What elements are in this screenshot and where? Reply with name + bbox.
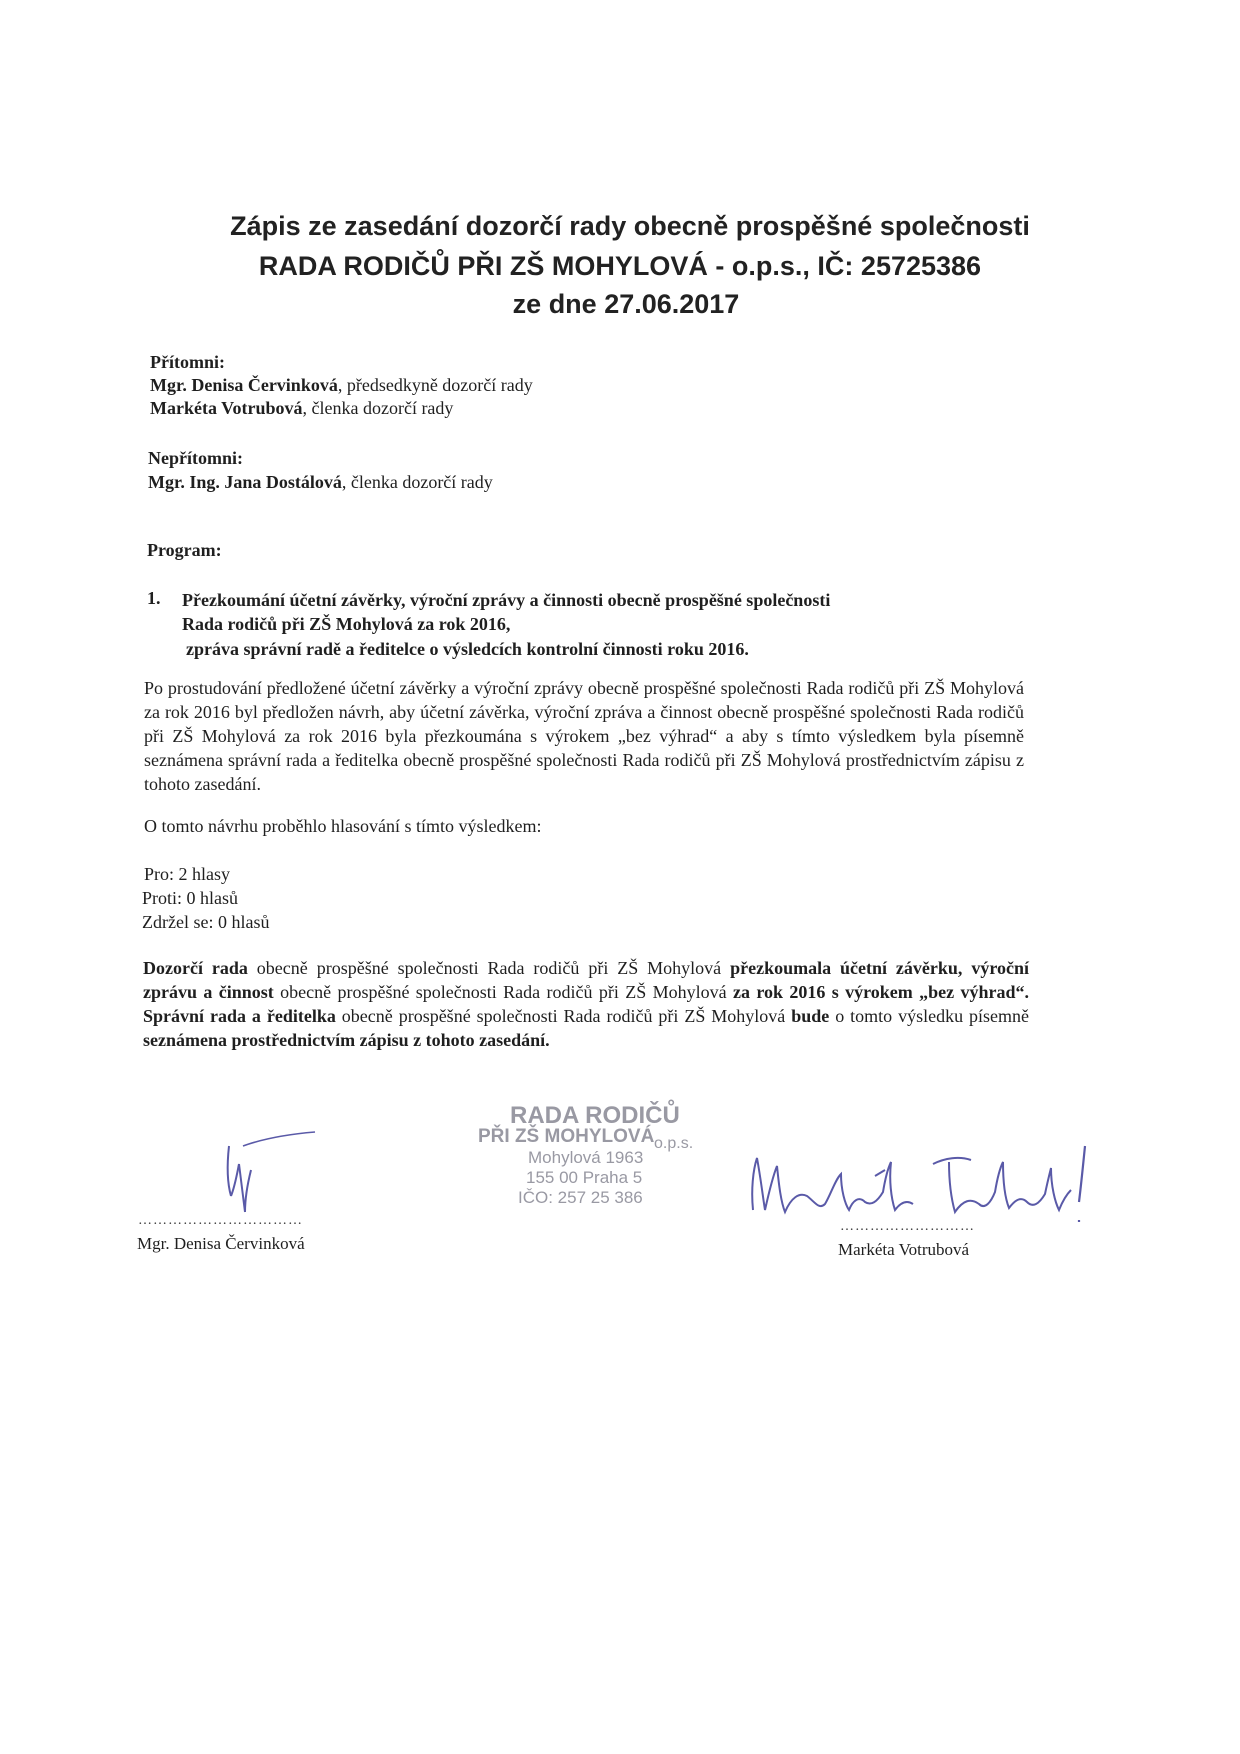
program-item-line: Rada rodičů při ZŠ Mohylová za rok 2016, [182, 614, 511, 634]
absent-label: Nepřítomni: [148, 448, 243, 468]
resolution-text: obecně prospěšné společnosti Rada rodičů při ZŠ Mohylová [247, 958, 731, 978]
vote-result: Zdržel se: 0 hlasů [142, 912, 270, 932]
resolution-text: obecně prospěšné společnosti Rada rodičů při ZŠ Mohylová [335, 1006, 792, 1026]
member-name: Mgr. Denisa Červinková [150, 375, 338, 395]
signature-line-right: ……………………… [840, 1219, 975, 1234]
resolution-text: bude [791, 1006, 830, 1026]
member-role: , členka dozorčí rady [302, 398, 454, 418]
resolution-text: přezkoumala účetní závěrku, výroční zprávu a činnost [143, 958, 1030, 1002]
proposal-paragraph: Po prostudování předložené účetní závěrky a výroční zprávy obecně prospěšné společnosti Rada rodičů při ZŠ Mohylová za rok 2016 byl předložen návrh, aby účetní závěrka, výroční zpráva a činnost obecně prospěšné společnosti Rada rodičů při ZŠ Mohylová za rok 2016 byla přezkoumána s výrokem „bez výhrad“ a aby s tímto výsledkem byla písemně seznámena správní rada a ředitelka obecně prospěšné společnosti Rada rodičů při ZŠ Mohylová prostřednictvím zápisu z tohoto zasedání. [144, 678, 1024, 794]
member-role: , předsedkyně dozorčí rady [337, 375, 533, 395]
stamp-line: Mohylová 1963 [528, 1148, 644, 1167]
member-name: Markéta Votrubová [150, 398, 303, 418]
meeting-date: ze dne 27.06.2017 [512, 289, 740, 319]
program-label: Program: [147, 540, 222, 560]
member-name: Mgr. Ing. Jana Dostálová [148, 472, 342, 492]
signature-left [215, 1130, 325, 1222]
signature-line-left: …………………………… [138, 1213, 303, 1228]
program-item-number: 1. [147, 588, 161, 608]
resolution-text: o tomto výsledku písemně [829, 1006, 1030, 1026]
present-member [150, 373, 533, 397]
stamp-line: o.p.s. [654, 1135, 694, 1152]
resolution-text: seznámena prostřednictvím zápisu z tohoto zasedání. [143, 1030, 550, 1050]
stamp-line: IČO: 257 25 386 [518, 1188, 643, 1207]
resolution-text: obecně prospěšné společnosti Rada rodičů při ZŠ Mohylová [273, 982, 733, 1002]
present-label: Přítomni: [150, 352, 225, 372]
vote-result: Pro: 2 hlasy [144, 864, 231, 884]
stamp-line: 155 00 Praha 5 [526, 1168, 643, 1187]
vote-result: Proti: 0 hlasů [142, 888, 239, 908]
absent-member [148, 470, 493, 494]
vote-intro: O tomto návrhu proběhlo hlasování s tímto výsledkem: [144, 816, 542, 836]
document-title: Zápis ze zasedání dozorčí rady obecně prospěšné společnosti [230, 211, 1030, 241]
member-role: , členka dozorčí rady [341, 472, 493, 492]
resolution-paragraph [143, 956, 1029, 1052]
present-member [150, 396, 453, 420]
stamp-line: RADA RODIČŮ [510, 1102, 680, 1129]
signatory-name-left: Mgr. Denisa Červinková [137, 1234, 305, 1253]
signatory-name-right: Markéta Votrubová [838, 1240, 970, 1259]
program-item-line: Přezkoumání účetní závěrky, výroční zprávy a činnosti obecně prospěšné společnosti [182, 590, 831, 610]
resolution-text: za rok 2016 s výrokem „bez výhrad“. Správní rada a ředitelka [143, 982, 1030, 1026]
organization-title: RADA RODIČŮ PŘI ZŠ MOHYLOVÁ - o.p.s., IČ: 25725386 [258, 251, 982, 281]
resolution-text: Dozorčí rada [143, 958, 248, 978]
stamp-line: PŘI ZŠ MOHYLOVÁ [478, 1126, 655, 1147]
program-item-line: zpráva správní radě a ředitelce o výsledcích kontrolní činnosti roku 2016. [186, 639, 749, 659]
